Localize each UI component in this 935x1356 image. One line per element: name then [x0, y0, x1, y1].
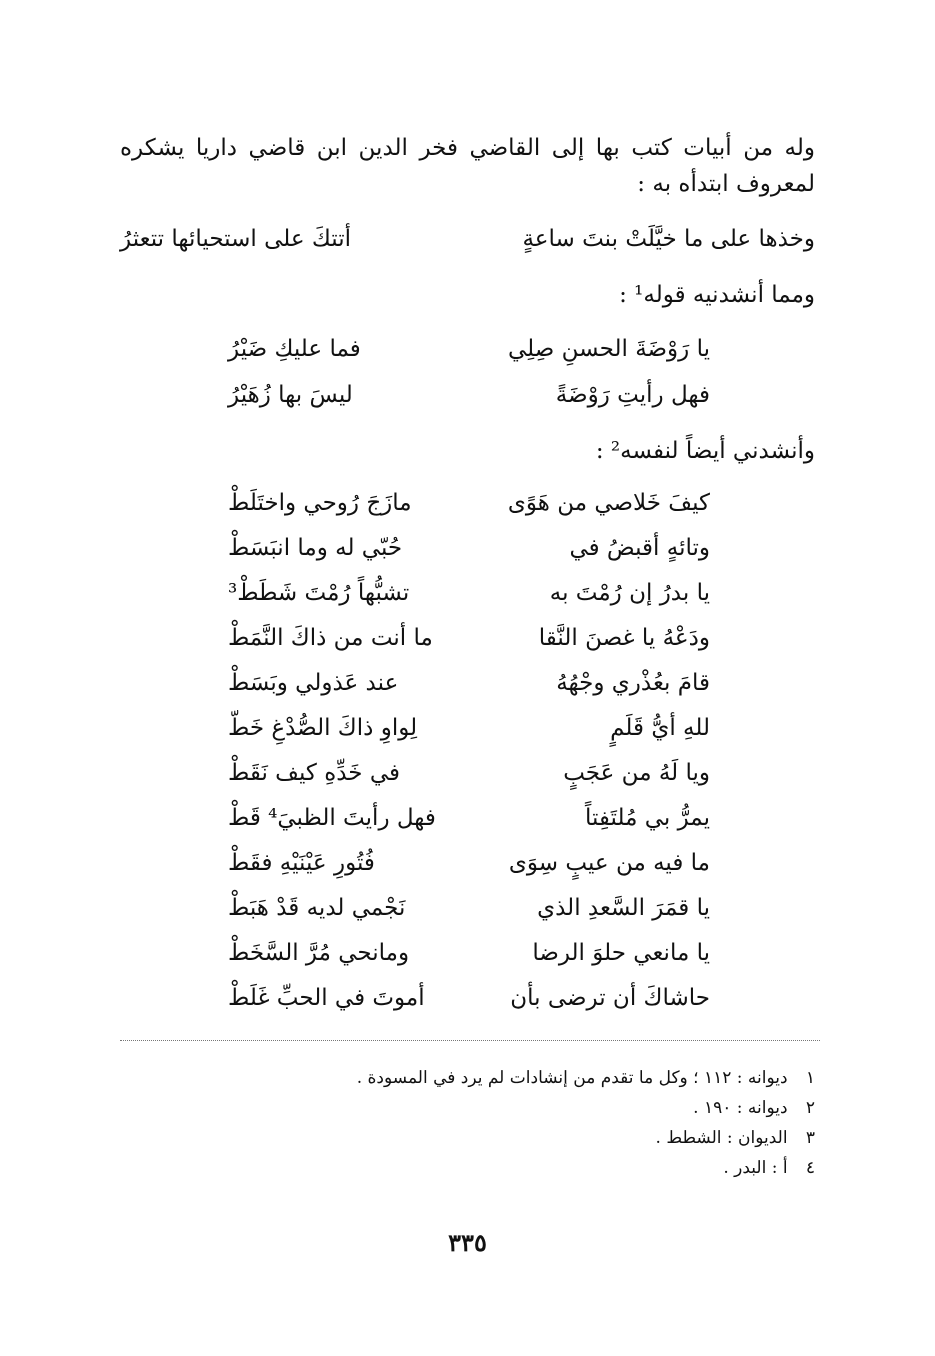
- poem2-line-7-second: في خَدِّهِ كيف نَقَطْ: [228, 760, 401, 786]
- poem2-line-2-second: حُبّي له وما انبَسَطْ: [228, 535, 403, 561]
- verse-single-first-hemistich: وخذها على ما خيَّلَتْ بنتَ ساعةٍ: [522, 226, 815, 252]
- footnote-2-number: ٢: [805, 1098, 815, 1118]
- poem2-line-11-first: يا مانعي حلوَ الرضا: [532, 940, 710, 966]
- poem2-line-7-first: ويا لَهُ من عَجَبٍ: [563, 760, 710, 786]
- poem2-line-5-second: عند عَذولي وبَسَطْ: [228, 670, 399, 696]
- intro-paragraph: وله من أبيات كتب بها إلى القاضي فخر الدين ابن قاضي داريا يشكره لمعروف ابتدأه به :: [120, 135, 815, 197]
- intro-2: ومما أنشدنيه قوله¹ :: [619, 282, 815, 308]
- poem2-line-1-second: مازَجَ رُوحي واختَلَطْ: [228, 490, 412, 516]
- footnote-3-number: ٣: [805, 1128, 815, 1148]
- footnote-separator: [120, 1040, 820, 1041]
- poem2-line-4-first: ودَعْهُ يا غصنَ النَّقا: [538, 625, 710, 651]
- poem2-line-8-second: فهل رأيتَ الظبيَ⁴ قَطْ: [228, 805, 436, 831]
- footnote-2: [693, 1098, 815, 1118]
- poem2-line-12-second: أموتَ في الحبِّ غَلَطْ: [228, 985, 425, 1011]
- poem1-line-1-first: يا رَوْضَةَ الحسنِ صِلِي: [507, 336, 710, 362]
- poem2-line-3-second: تشبُّهاً رُمْتَ شَطَطْ³: [228, 580, 410, 606]
- verse-single-second-hemistich: أتتكَ على استحيائها تتعثرُ: [120, 226, 352, 252]
- page-number: ٣٣٥: [448, 1228, 487, 1257]
- poem1-line-2-first: فهل رأيتِ رَوْضَةً: [555, 382, 710, 408]
- intro-3: وأنشدني أيضاً لنفسه² :: [595, 438, 815, 464]
- poem2-line-6-second: لِواوِ ذاكَ الصُّدْغِ خَطّ: [228, 715, 418, 741]
- footnote-2-text: ديوانه : ١٩٠ .: [693, 1098, 788, 1118]
- poem2-line-2-first: وتائهٍ أقبضُ في: [569, 535, 710, 561]
- poem2-line-10-second: نَجْمي لديه قَدْ هَبَطْ: [228, 895, 406, 921]
- poem2-line-4-second: ما أنت من ذاكَ النَّمَطْ: [228, 625, 433, 651]
- poem2-line-8-first: يمرُّ بي مُلتَفِتاً: [584, 805, 710, 831]
- footnote-4-text: أ : البدر .: [723, 1158, 788, 1178]
- poem2-line-1-first: كيفَ خَلاصي من هَوًى: [507, 490, 710, 516]
- poem1-line-2-second: ليسَ بها زُهَيْرُ: [228, 382, 353, 408]
- footnote-4-number: ٤: [805, 1158, 815, 1178]
- footnote-3-text: الديوان : الشطط .: [655, 1128, 788, 1148]
- footnote-4: [723, 1158, 815, 1178]
- poem2-line-12-first: حاشاكَ أن ترضى بأن: [510, 985, 710, 1011]
- poem2-line-10-first: يا قمَرَ السَّعدِ الذي: [537, 895, 710, 921]
- footnote-1-number: ١: [805, 1068, 815, 1088]
- footnote-1: [357, 1068, 815, 1088]
- poem2-line-11-second: ومانحي مُرَّ السَّخَطْ: [228, 940, 410, 966]
- poem2-line-9-first: ما فيه من عيبٍ سِوَى: [508, 850, 710, 876]
- poem2-line-5-first: قامَ بعُذْري وجْهُهُ: [556, 670, 710, 696]
- poem1-line-1-second: فما عليكِ ضَيْرُ: [228, 336, 361, 362]
- footnote-3: [656, 1128, 815, 1148]
- poem2-line-9-second: فُتُورِ عَيْنَيْهِ فقَطْ: [228, 850, 375, 876]
- poem2-line-3-first: يا بدرُ إن رُمْتَ به: [549, 580, 710, 606]
- footnote-1-text: ديوانه : ١١٢ ؛ وكل ما تقدم من إنشادات لم يرد في المسودة .: [356, 1068, 788, 1088]
- poem2-line-6-first: للهِ أيُّ قَلَمٍ: [610, 715, 710, 741]
